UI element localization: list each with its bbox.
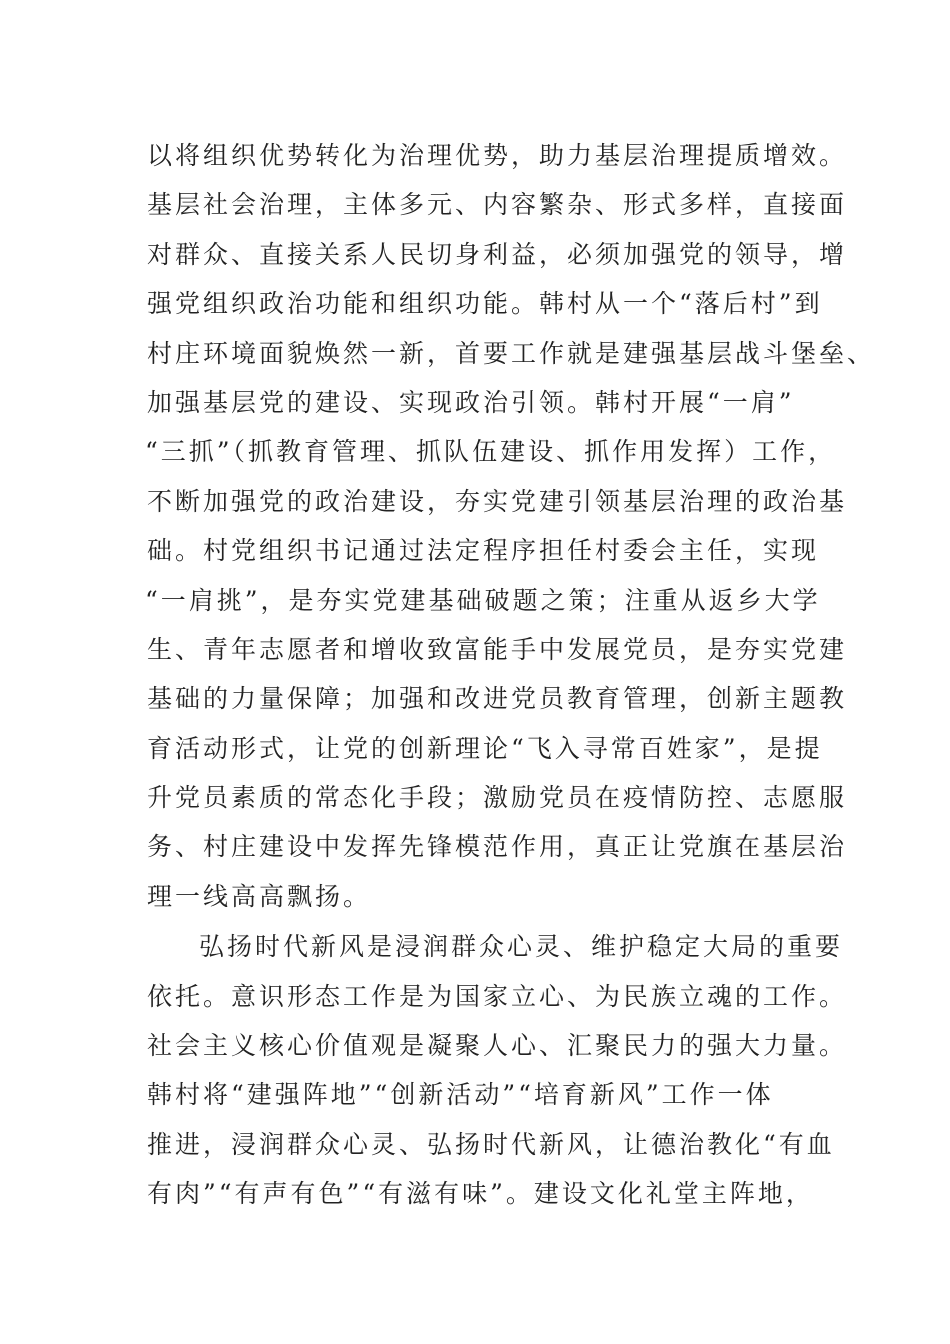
text-line-15: 务、村庄建设中发挥先锋模范作用，真正让党旗在基层治: [147, 832, 848, 862]
text-line-2: 基层社会治理，主体多元、内容繁杂、形式多样，直接面: [147, 190, 848, 220]
text-line-5: 村庄环境面貌焕然一新，首要工作就是建强基层战斗堡垒、: [147, 338, 876, 368]
text-line-22: 有肉”“有声有色”“有滋有味”。建设文化礼堂主阵地，: [147, 1179, 814, 1209]
text-line-6: 加强基层党的建设、实现政治引领。韩村开展“一肩”: [147, 387, 795, 417]
text-line-14: 升党员素质的常态化手段；激励党员在疫情防控、志愿服: [147, 783, 848, 813]
text-line-3: 对群众、直接关系人民切身利益，必须加强党的领导，增: [147, 239, 848, 269]
paragraph-2-first-line: 弘扬时代新风是浸润群众心灵、维护稳定大局的重要: [199, 932, 844, 962]
text-line-1: 以将组织优势转化为治理优势，助力基层治理提质增效。: [147, 141, 848, 170]
text-line-8: 不断加强党的政治建设，夯实党建引领基层治理的政治基: [147, 486, 848, 516]
text-line-4: 强党组织政治功能和组织功能。韩村从一个“落后村”到: [147, 289, 823, 319]
text-line-13: 育活动形式，让党的创新理论“飞入寻常百姓家”，是提: [147, 733, 823, 763]
text-line-19: 社会主义核心价值观是凝聚人心、汇聚民力的强大力量。: [147, 1031, 848, 1061]
text-line-9: 础。村党组织书记通过法定程序担任村委会主任，实现: [147, 536, 820, 566]
text-line-20: 韩村将“建强阵地”“创新活动”“培育新风”工作一体: [147, 1080, 774, 1110]
text-line-7: “三抓”（抓教育管理、抓队伍建设、抓作用发挥）工作，: [145, 437, 837, 467]
text-line-10: “一肩挑”，是夯实党建基础破题之策；注重从返乡大学: [145, 585, 821, 615]
text-line-18: 依托。意识形态工作是为国家立心、为民族立魂的工作。: [147, 981, 848, 1011]
body-text: [145, 131, 876, 1219]
text-line-21: 推进，浸润群众心灵、弘扬时代新风，让德治教化“有血: [147, 1129, 835, 1159]
text-line-12: 基础的力量保障；加强和改进党员教育管理，创新主题教: [147, 684, 848, 714]
text-line-11: 生、青年志愿者和增收致富能手中发展党员，是夯实党建: [147, 634, 848, 664]
text-line-16: 理一线高高飘扬。: [147, 881, 372, 911]
